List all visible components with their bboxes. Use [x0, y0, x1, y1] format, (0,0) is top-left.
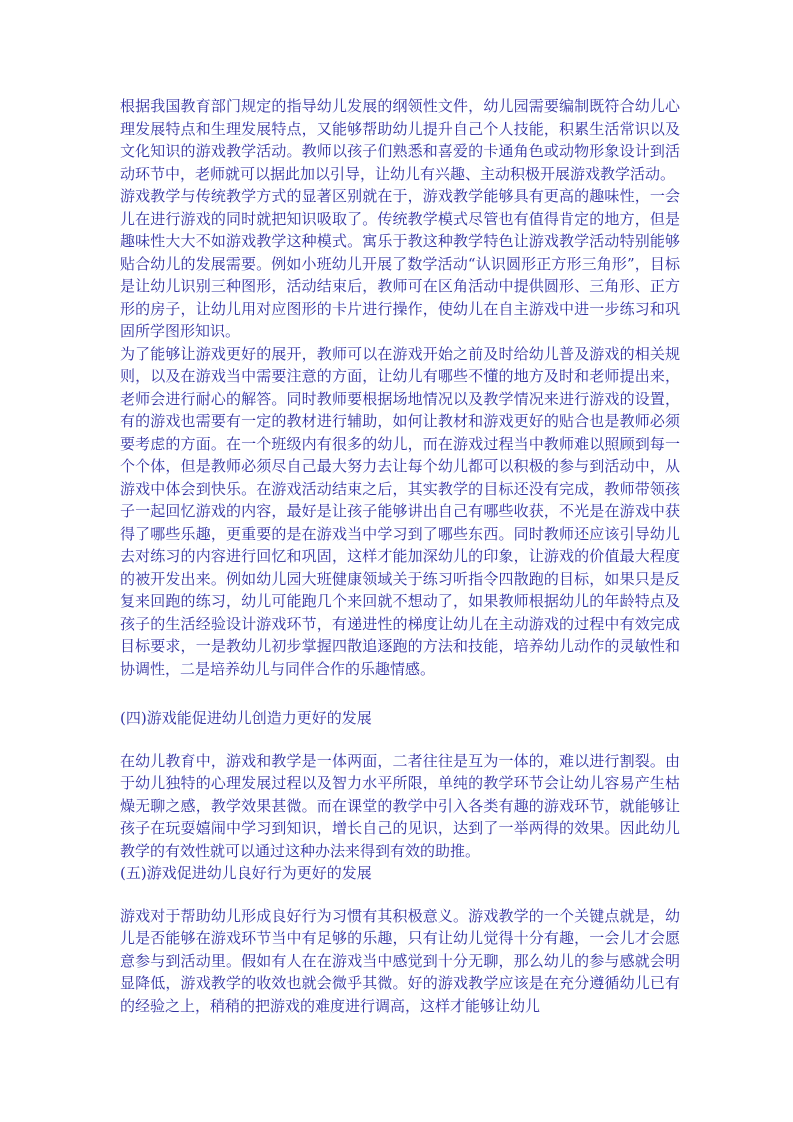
paragraph-guidelines: 根据我国教育部门规定的指导幼儿发展的纲领性文件，幼儿园需要编制既符合幼儿心理发展特点和生理发展特点，又能够帮助幼儿提升自己个人技能，积累生活常识以及文化知识的游戏教学活动。教师以孩子们熟悉和喜爱的卡通角色或动物形象设计到活动环节中，老师就可以据此加以引导，让幼儿有兴趣、主动积极开展游戏教学活动。	[120, 97, 680, 183]
heading-spacer	[120, 885, 680, 905]
document-body	[120, 95, 680, 1017]
paragraph-good-behavior: 游戏对于帮助幼儿形成良好行为习惯有其积极意义。游戏教学的一个关键点就是，幼儿是否能够在游戏环节当中有足够的乐趣，只有让幼儿觉得十分有趣，一会儿才会愿意参与到活动里。假如有人在在游戏当中感觉到十分无聊，那么幼儿的参与感就会明显降低，游戏教学的收效也就会微乎其微。好的游戏教学应该是在充分遵循幼儿已有的经验之上，稍稍的把游戏的难度进行调高，这样才能够让幼儿	[120, 906, 680, 1015]
paragraph-game-rules: 为了能够让游戏更好的展开，教师可以在游戏开始之前及时给幼儿普及游戏的相关规则，以及在游戏当中需要注意的方面，让幼儿有哪些不懂的地方及时和老师提出来，老师会进行耐心的解答。同时教师要根据场地情况以及教学情况来进行游戏的设置，有的游戏也需要有一定的教材进行辅助，如何让教材和游戏更好的贴合也是教师必须要考虑的方面。在一个班级内有很多的幼儿，而在游戏过程当中教师难以照顾到每一个个体，但是教师必须尽自己最大努力去让每个幼儿都可以积极的参与到活动中，从游戏中体会到快乐。在游戏活动结束之后，其实教学的目标还没有完成，教师带领孩子一起回忆游戏的内容，最好是让孩子能够讲出自己有哪些收获，不光是在游戏中获得了哪些乐趣，更重要的是在游戏当中学习到了哪些东西。同时教师还应该引导幼儿去对练习的内容进行回忆和巩固，这样才能加深幼儿的印象，让游戏的价值最大程度的被开发出来。例如幼儿园大班健康领域关于练习听指令四散跑的目标，如果只是反复来回跑的练习，幼儿可能跑几个来回就不想动了，如果教师根据幼儿的年龄特点及孩子的生活经验设计游戏环节，有递进性的梯度让幼儿在主动游戏的过程中有效完成目标要求，一是教幼儿初步掌握四散追逐跑的方法和技能，培养幼儿动作的灵敏性和协调性，二是培养幼儿与同伴合作的乐趣情感。	[120, 344, 680, 678]
paragraph-game-vs-traditional: 游戏教学与传统教学方式的显著区别就在于，游戏教学能够具有更高的趣味性，一会儿在进行游戏的同时就把知识吸取了。传统教学模式尽管也有值得肯定的地方，但是趣味性大大不如游戏教学这种模式。寓乐于教这种教学特色让游戏教学活动特别能够贴合幼儿的发展需要。例如小班幼儿开展了数学活动“认识圆形正方形三角形”，目标是让幼儿识别三种图形，活动结束后，教师可在区角活动中提供圆形、三角形、正方形的房子，让幼儿用对应图形的卡片进行操作，使幼儿在自主游戏中进一步练习和巩固所学图形知识。	[120, 187, 680, 340]
paragraph-creativity: 在幼儿教育中，游戏和教学是一体两面，二者往往是互为一体的，难以进行割裂。由于幼儿独特的心理发展过程以及智力水平所限，单纯的教学环节会让幼儿容易产生枯燥无聊之感，教学效果甚微。而在课堂的教学中引入各类有趣的游戏环节，就能够让孩子在玩耍嬉闹中学习到知识，增长自己的见识，达到了一举两得的效果。因此幼儿教学的有效性就可以通过这种办法来得到有效的助推。	[120, 751, 680, 860]
section-heading-4: (四)游戏能促进幼儿创造力更好的发展	[120, 709, 372, 727]
section-spacer	[120, 680, 680, 707]
section-heading-5: (五)游戏促进幼儿良好行为更好的发展	[120, 864, 372, 882]
heading-spacer	[120, 730, 680, 750]
